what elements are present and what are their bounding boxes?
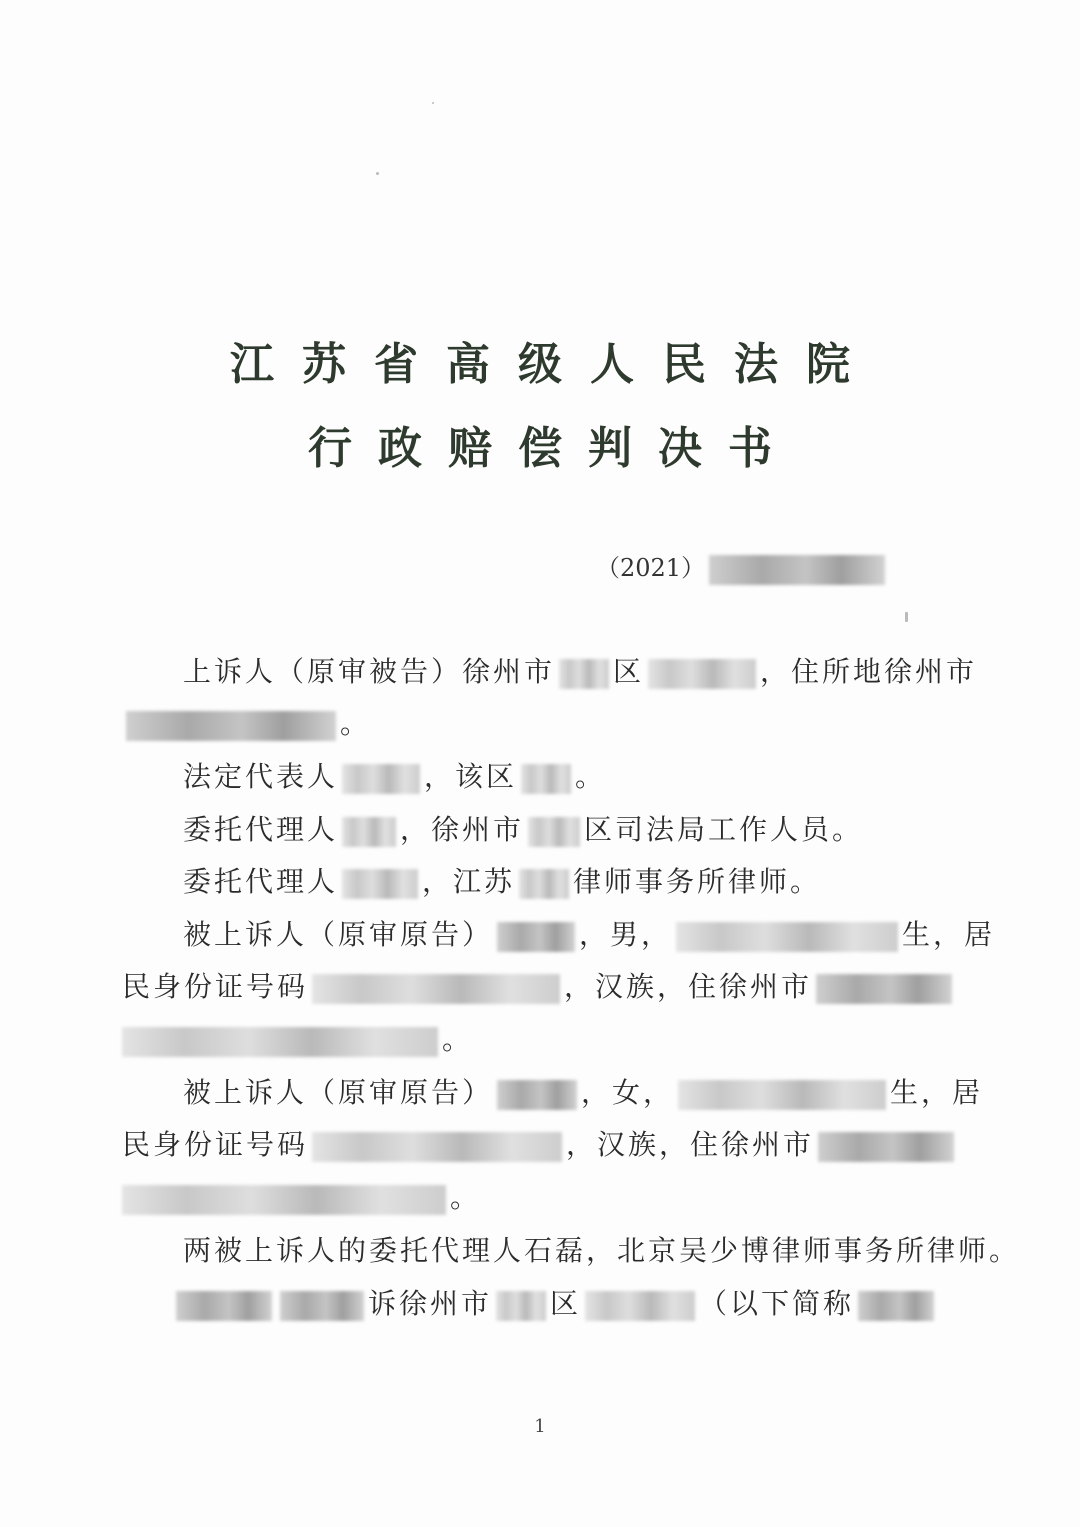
text: ，徐州市 <box>400 813 525 846</box>
redaction <box>496 1291 546 1321</box>
redaction <box>559 659 609 689</box>
redaction <box>280 1291 364 1321</box>
redaction <box>818 1132 954 1162</box>
paragraph-appellee-2-id <box>122 1125 958 1165</box>
redaction <box>497 922 575 952</box>
redaction <box>678 1080 886 1110</box>
text: ，江苏 <box>422 865 516 898</box>
text: 区 <box>550 1287 582 1320</box>
scan-speck <box>376 172 379 175</box>
text: ，女， <box>581 1076 675 1109</box>
redaction <box>122 1185 446 1215</box>
redaction <box>342 764 420 794</box>
case-number-year: （2021） <box>596 554 706 582</box>
paragraph-legal-rep <box>183 757 606 797</box>
text: 上诉人（原审被告）徐州市 <box>183 655 556 688</box>
text: 委托代理人 <box>183 865 339 898</box>
redaction <box>312 1132 562 1162</box>
text: 法定代表人 <box>183 760 339 793</box>
text: 民身份证号码 <box>122 970 309 1003</box>
redaction <box>709 555 885 585</box>
redaction <box>519 869 569 899</box>
redaction <box>126 711 336 741</box>
text: 生，居 <box>902 918 996 951</box>
paragraph-case-summary <box>172 1284 938 1324</box>
redaction <box>676 922 898 952</box>
text: 。 <box>575 760 607 793</box>
scan-speck <box>432 102 434 104</box>
text: ，男， <box>579 918 673 951</box>
text: 律师事务所律师。 <box>573 865 822 898</box>
text: ，该区 <box>424 760 518 793</box>
redaction <box>858 1291 934 1321</box>
text: 。 <box>442 1023 474 1056</box>
text: 。 <box>450 1181 482 1214</box>
redaction <box>342 869 418 899</box>
paragraph-appellee-1-addr <box>118 1020 473 1060</box>
court-name: 江苏省高级人民法院 <box>230 339 878 390</box>
paragraph-appellant-cont <box>122 704 371 744</box>
redaction <box>585 1291 695 1321</box>
paragraph-agent-2 <box>183 862 821 902</box>
text: 。 <box>340 707 372 740</box>
redaction <box>521 764 571 794</box>
text: 被上诉人（原审原告） <box>183 1076 494 1109</box>
text: 两被上诉人的委托代理人石磊，北京吴少博律师事务所律师。 <box>183 1234 1021 1267</box>
text: 民身份证号码 <box>122 1128 309 1161</box>
paragraph-appellee-2-addr <box>118 1178 481 1218</box>
text: 诉徐州市 <box>368 1287 493 1320</box>
text: 委托代理人 <box>183 813 339 846</box>
redaction <box>816 974 952 1004</box>
paragraph-appellant <box>183 652 977 692</box>
paragraph-appellee-1-id <box>122 967 956 1007</box>
redaction <box>176 1291 272 1321</box>
redaction <box>648 659 756 689</box>
paragraph-appellee-2 <box>183 1073 983 1113</box>
text: 被上诉人（原审原告） <box>183 918 494 951</box>
text: 区 <box>613 655 645 688</box>
text: 生，居 <box>890 1076 984 1109</box>
case-number <box>596 548 889 585</box>
text: ，住所地徐州市 <box>760 655 978 688</box>
redaction <box>122 1027 438 1057</box>
text: ，汉族，住徐州市 <box>564 970 813 1003</box>
paragraph-joint-agent <box>183 1231 1020 1271</box>
redaction <box>312 974 560 1004</box>
document-title: 行政赔偿判决书 <box>308 423 798 474</box>
text: ，汉族，住徐州市 <box>566 1128 815 1161</box>
redaction <box>528 817 580 847</box>
page-number: 1 <box>534 1416 546 1437</box>
paragraph-appellee-1 <box>183 915 995 955</box>
text: （以下简称 <box>699 1287 855 1320</box>
redaction <box>497 1080 577 1110</box>
scan-speck <box>905 612 908 622</box>
paragraph-agent-1 <box>183 810 863 850</box>
redaction <box>342 817 396 847</box>
text: 区司法局工作人员。 <box>584 813 864 846</box>
